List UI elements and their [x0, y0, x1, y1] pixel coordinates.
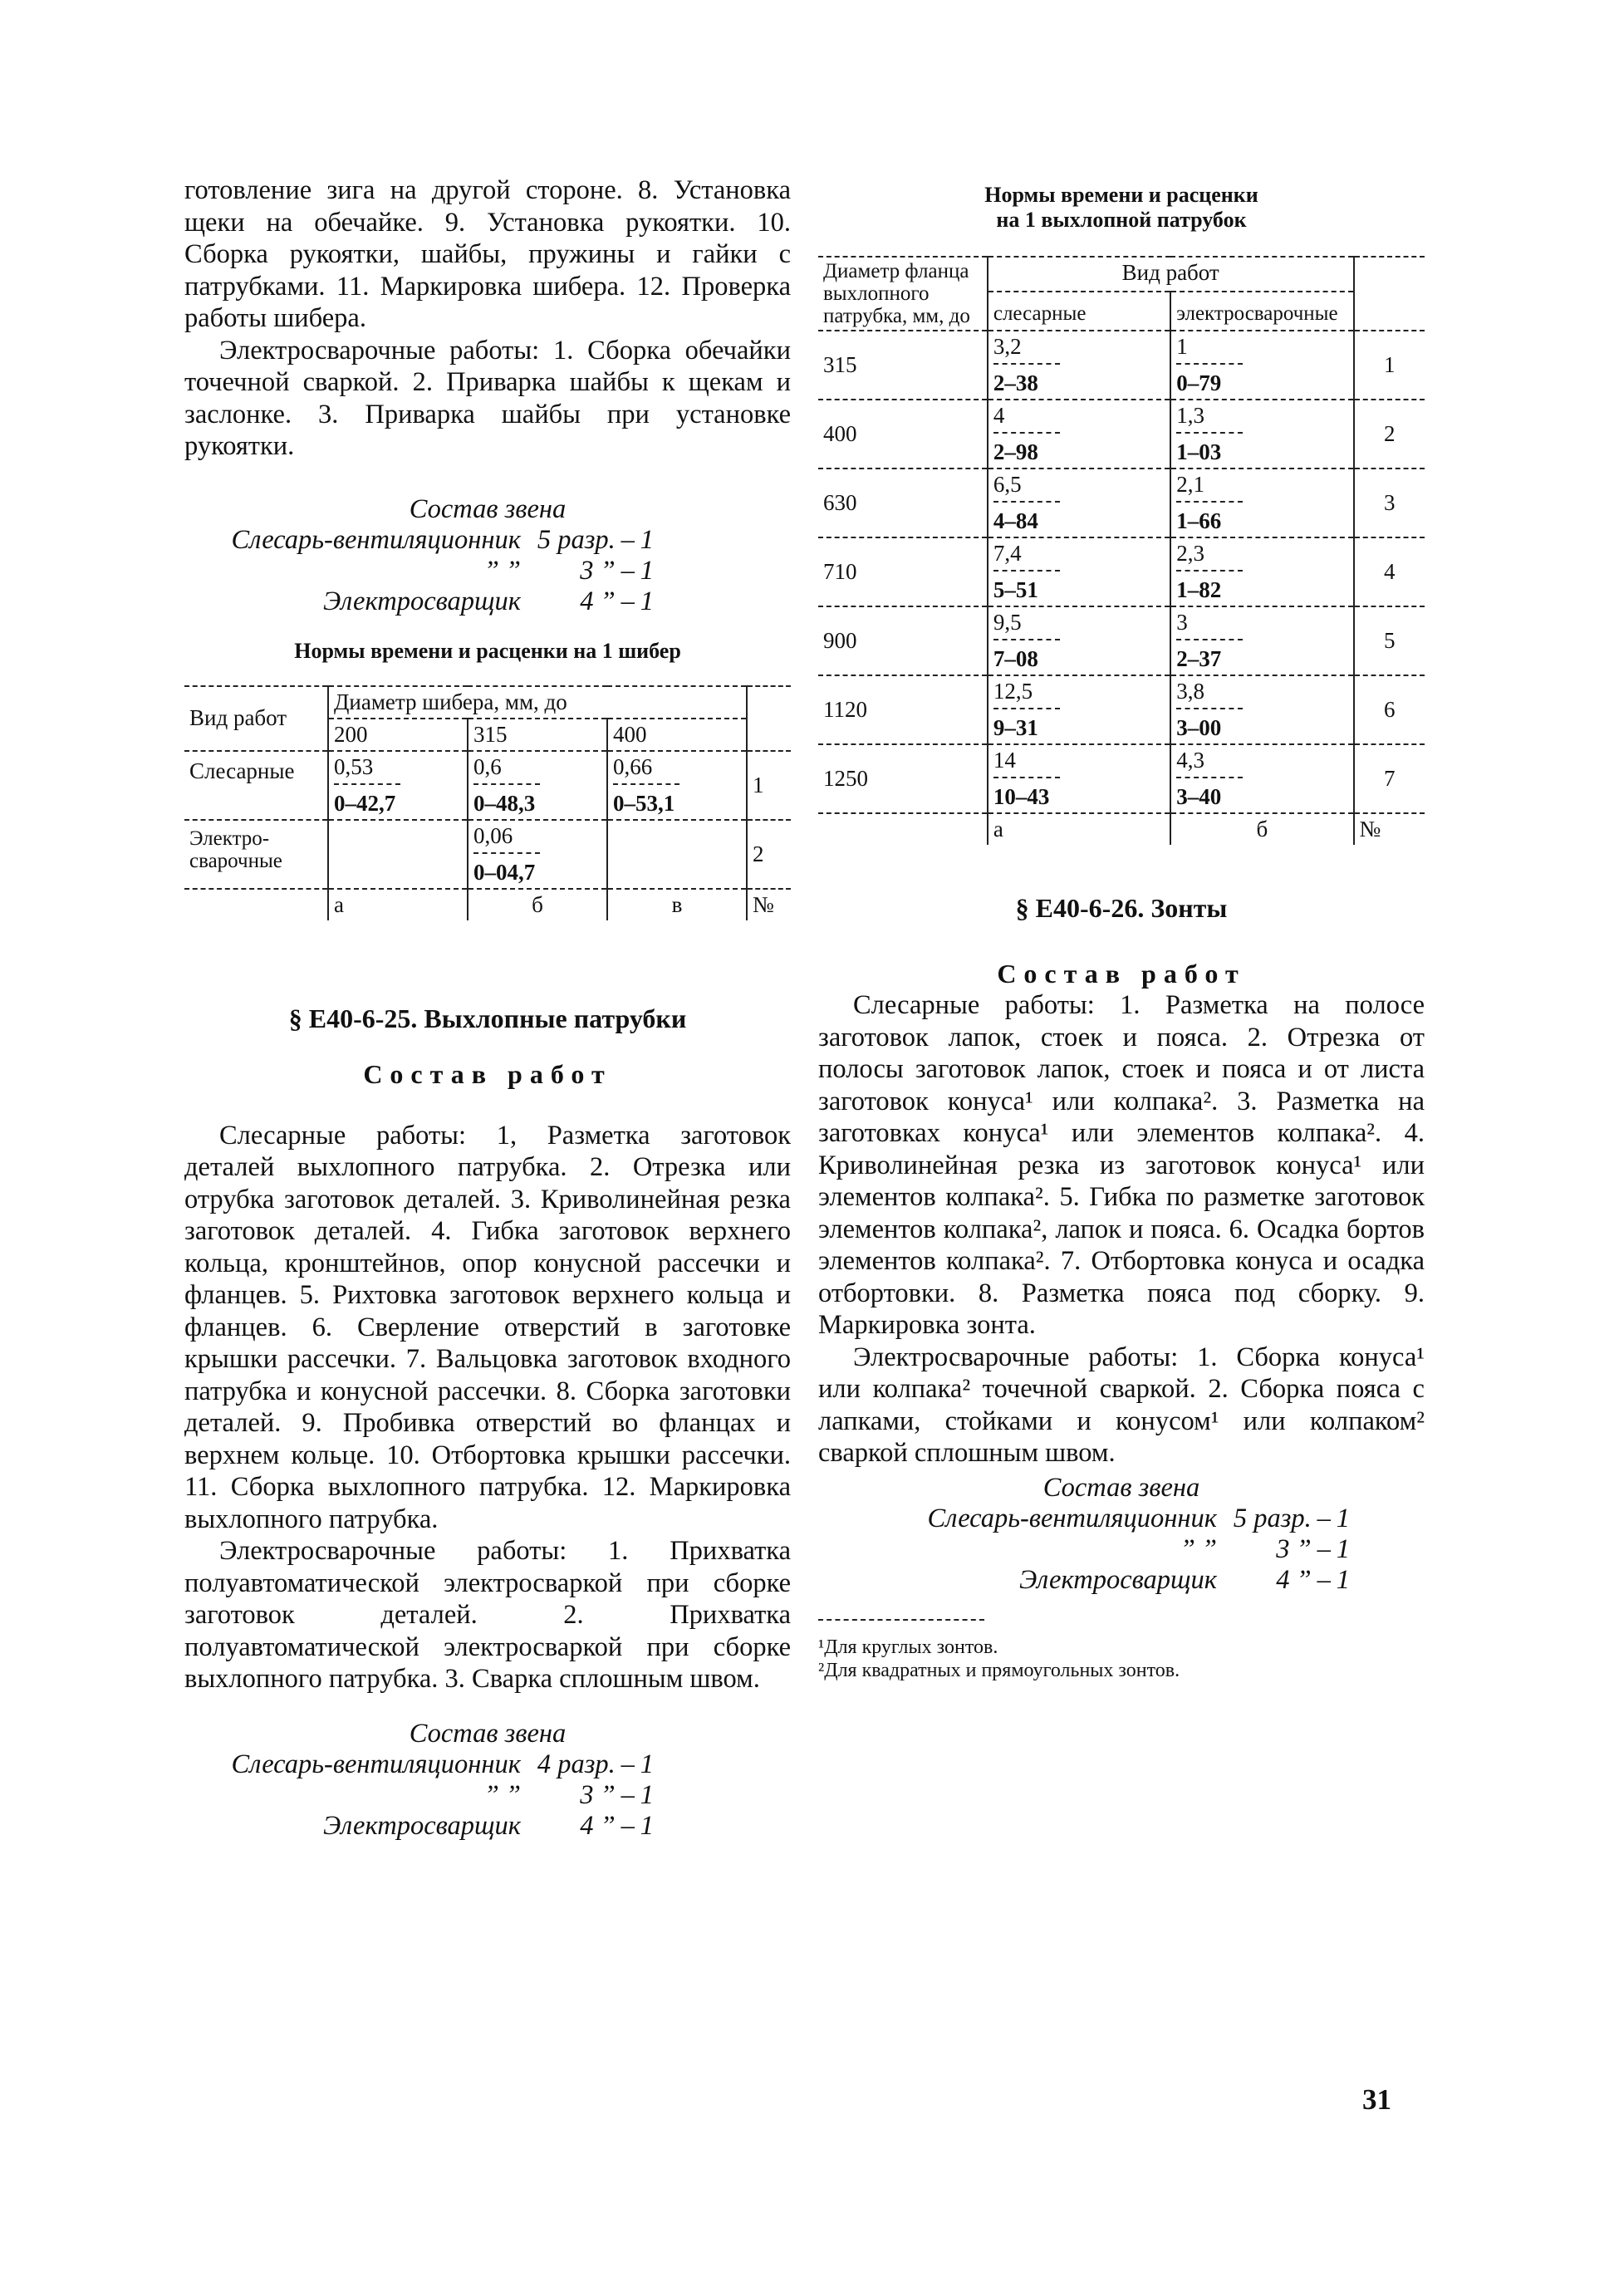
table-row: [818, 537, 1425, 606]
cell: $\frac{6,5}{4-84}$: [988, 469, 1170, 537]
table2-caption-line1: Нормы времени и расценки: [984, 183, 1258, 207]
cell: $\frac{9,5}{7-08}$: [988, 606, 1170, 675]
crew-grade: 4 ” – 1: [580, 1810, 654, 1841]
table-row: [818, 469, 1425, 537]
cell: $\frac{2,3}{1-82}$: [1170, 537, 1353, 606]
cell: $\frac{14}{10-43}$: [988, 744, 1170, 813]
crew-row: [184, 586, 791, 617]
crew-row: [818, 1565, 1425, 1596]
intro-paragraph: готовление зига на другой стороне. 8. Установка щеки на обечайке. 9. Установка рукоятки. 10. Сборка рукоятки, шайбы, пружины и гайки с патрубками. 11. Маркировка шибера. 12. Проверка работы шибера.: [184, 175, 791, 333]
footer-cell: №: [1354, 813, 1425, 845]
crew-row: [818, 1534, 1425, 1565]
row-number: 2: [1354, 400, 1425, 469]
table-row: [818, 675, 1425, 744]
table-footer: [818, 813, 1425, 845]
cell: $\frac{7,4}{5-51}$: [988, 537, 1170, 606]
header-kind: Вид работ: [988, 257, 1354, 292]
row-diameter: 710: [823, 559, 857, 584]
row-number: 2: [747, 820, 791, 889]
right-column: [818, 183, 1425, 1682]
row-number: 1: [747, 751, 791, 820]
row-diameter: 630: [823, 490, 857, 515]
row-number: 6: [1354, 675, 1425, 744]
row-number: 5: [1354, 606, 1425, 675]
crew-grade: 4 разр. – 1: [537, 1749, 654, 1779]
crew-row: [818, 1504, 1425, 1534]
cell: $\frac{1,3}{1-03}$: [1170, 400, 1353, 469]
crew-role: Электросварщик: [322, 1810, 521, 1841]
section-heading: § Е40-6-25. Выхлопные патрубки: [288, 1003, 687, 1033]
weld2-paragraph: Электросварочные работы: 1. Прихватка полуавтоматической электросваркой при сборке заготовок деталей. 2. Прихватка полуавтоматической электросваркой при сборке выхлопного патрубка. 3. Сварка сплошным швом.: [184, 1536, 791, 1694]
diam-315: 315: [468, 719, 607, 751]
crew-row: [184, 556, 791, 586]
footnote-divider: [818, 1619, 984, 1621]
footer-cell: №: [747, 889, 791, 920]
cell: $\frac{4}{2-98}$: [988, 400, 1170, 469]
left-column: [184, 174, 791, 1842]
row-diameter: 1120: [823, 697, 867, 722]
header-welding: электросварочные: [1170, 292, 1353, 331]
lock-paragraph: Слесарные работы: 1, Разметка заготовок деталей выхлопного патрубка. 2. Отрезка или отрубка заготовок деталей. 3. Криволинейная резка заготовок деталей. 4. Гибка заготовок верхнего кольца, кронштейнов, опор конусной рассечки и фланцев. 5. Рихтовка заготовок верхнего кольца и фланцев. 6. Сверление отверстий в заготовке крышки рассечки. 7. Вальцовка заготовок входного патрубка и конусной рассечки. 8. Сборка заготовки деталей. 9. Пробивка отверстий во фланцах и верхнем кольце. 10. Отбортовка крышки рассечки. 11. Сборка выхлопного патрубка. 12. Маркировка выхлопного патрубка.: [184, 1120, 791, 1534]
diam-200: 200: [328, 719, 468, 751]
table-row: [818, 400, 1425, 469]
crew-role: ” ”: [483, 1779, 521, 1810]
crew-row: [184, 1780, 791, 1811]
crew-role: Слесарь-вентиляционник: [927, 1503, 1217, 1533]
row-kind: Слесарные: [189, 758, 295, 783]
footer-cell: а: [328, 889, 468, 920]
cell: $\frac{3}{2-37}$: [1170, 606, 1353, 675]
cell: $\frac{3,8}{3-00}$: [1170, 675, 1353, 744]
crew-title: Состав звена: [409, 493, 567, 524]
table-row: [818, 744, 1425, 813]
row-diameter: 900: [823, 628, 857, 653]
crew-grade: 4 ” – 1: [580, 586, 654, 616]
cell: $\frac{0,6}{0-48,3}$: [468, 751, 607, 820]
table-row: [818, 331, 1425, 400]
crew-role: Электросварщик: [1018, 1564, 1217, 1595]
crew-row: [184, 1811, 791, 1842]
cell: $\frac{4,3}{3-40}$: [1170, 744, 1353, 813]
row-number: 7: [1354, 744, 1425, 813]
subsection-heading: Состав работ: [997, 959, 1246, 989]
lock-paragraph: Слесарные работы: 1. Разметка на полосе заготовок лапок, стоек и пояса. 2. Отрезка от полосы заготовок лапок, стоек и пояса и от листа заготовок конуса¹ или колпака². 3. Разметка на заготовках конуса¹ или элементов колпака². 4. Криволинейная резка из заготовок конуса¹ или элементов колпака². 5. Гибка по разметке заготовок элементов колпака², лапок и пояса. 6. Осадка бортов элементов колпака². 7. Отбортовка конуса и осадка отбортовки. 8. Разметка пояса под сборку. 9. Маркировка зонта.: [818, 990, 1425, 1340]
footer-cell: а: [988, 813, 1170, 845]
cell: $\frac{1}{0-79}$: [1170, 331, 1353, 400]
footnote-1: ¹Для круглых зонтов.: [818, 1636, 998, 1658]
crew-role: Слесарь-вентиляционник: [231, 524, 521, 555]
row-number: 3: [1354, 469, 1425, 537]
crew-grade: 3 ” – 1: [580, 1779, 654, 1810]
crew-row: [184, 1749, 791, 1780]
cell: $\frac{3,2}{2-38}$: [988, 331, 1170, 400]
crew-title: Состав звена: [409, 1718, 567, 1749]
page-number: 31: [1362, 2083, 1391, 2116]
footer-cell: б: [1170, 813, 1353, 845]
crew-grade: 3 ” – 1: [580, 555, 654, 586]
row-number: 1: [1354, 331, 1425, 400]
footnote-2: ²Для квадратных и прямоугольных зонтов.: [818, 1659, 1180, 1681]
table2-caption-line2: на 1 выхлопной патрубок: [996, 208, 1247, 232]
cell: $\frac{0,53}{0-42,7}$: [328, 751, 468, 820]
table-exhaust-norms: [818, 256, 1425, 845]
crew-role: Электросварщик: [322, 586, 521, 616]
header-kind: Вид работ: [189, 705, 287, 730]
crew-role: Слесарь-вентиляционник: [231, 1749, 521, 1779]
crew-grade: 3 ” – 1: [1276, 1533, 1350, 1564]
header-diameter: Диаметр шибера, мм, до: [328, 686, 747, 719]
row-diameter: 315: [823, 352, 857, 377]
crew-grade: 5 разр. – 1: [537, 524, 654, 555]
crew-row: [184, 525, 791, 556]
crew-block-1: [184, 494, 791, 617]
weld-paragraph: Электросварочные работы: 1. Сборка обечайки точечной сваркой. 2. Приварка шайбы к щекам и заслонке. 3. Приварка шайбы при установке рукоятки.: [184, 335, 791, 461]
crew-role: ” ”: [483, 555, 521, 586]
table-row: [184, 820, 791, 889]
footer-cell: в: [607, 889, 747, 920]
crew-role: ” ”: [1180, 1533, 1217, 1564]
crew-grade: 5 разр. – 1: [1233, 1503, 1350, 1533]
table-row: [184, 751, 791, 820]
cell: $\frac{12,5}{9-31}$: [988, 675, 1170, 744]
section-heading: § Е40-6-26. Зонты: [1015, 893, 1228, 923]
crew-block-3: [818, 1473, 1425, 1596]
table1-caption: Нормы времени и расценки на 1 шибер: [294, 638, 681, 663]
weld-paragraph: Электросварочные работы: 1. Сборка конуса¹ или колпака² точечной сваркой. 2. Сборка пояса с лапками, стойками и конусом¹ или колпаком² сваркой сплошным швом.: [818, 1342, 1425, 1468]
header-diameter: Диаметр фланца выхлопного патрубка, мм, до: [823, 260, 970, 327]
diam-400: 400: [607, 719, 747, 751]
header-locksmith: слесарные: [988, 292, 1170, 331]
row-number: 4: [1354, 537, 1425, 606]
row-diameter: 400: [823, 421, 857, 446]
crew-grade: 4 ” – 1: [1276, 1564, 1350, 1595]
cell: $\frac{0,66}{0-53,1}$: [607, 751, 747, 820]
footer-cell: б: [468, 889, 607, 920]
crew-block-2: [184, 1719, 791, 1842]
table-footer: [184, 889, 791, 920]
table-shiber-norms: [184, 685, 791, 920]
row-kind: Электро-сварочные: [189, 827, 282, 872]
crew-title: Состав звена: [1042, 1472, 1200, 1503]
table-row: [818, 606, 1425, 675]
cell: $\frac{0,06}{0-04,7}$: [468, 820, 607, 889]
subsection-heading: Состав работ: [363, 1058, 612, 1089]
row-diameter: 1250: [823, 766, 868, 791]
cell: $\frac{2,1}{1-66}$: [1170, 469, 1353, 537]
